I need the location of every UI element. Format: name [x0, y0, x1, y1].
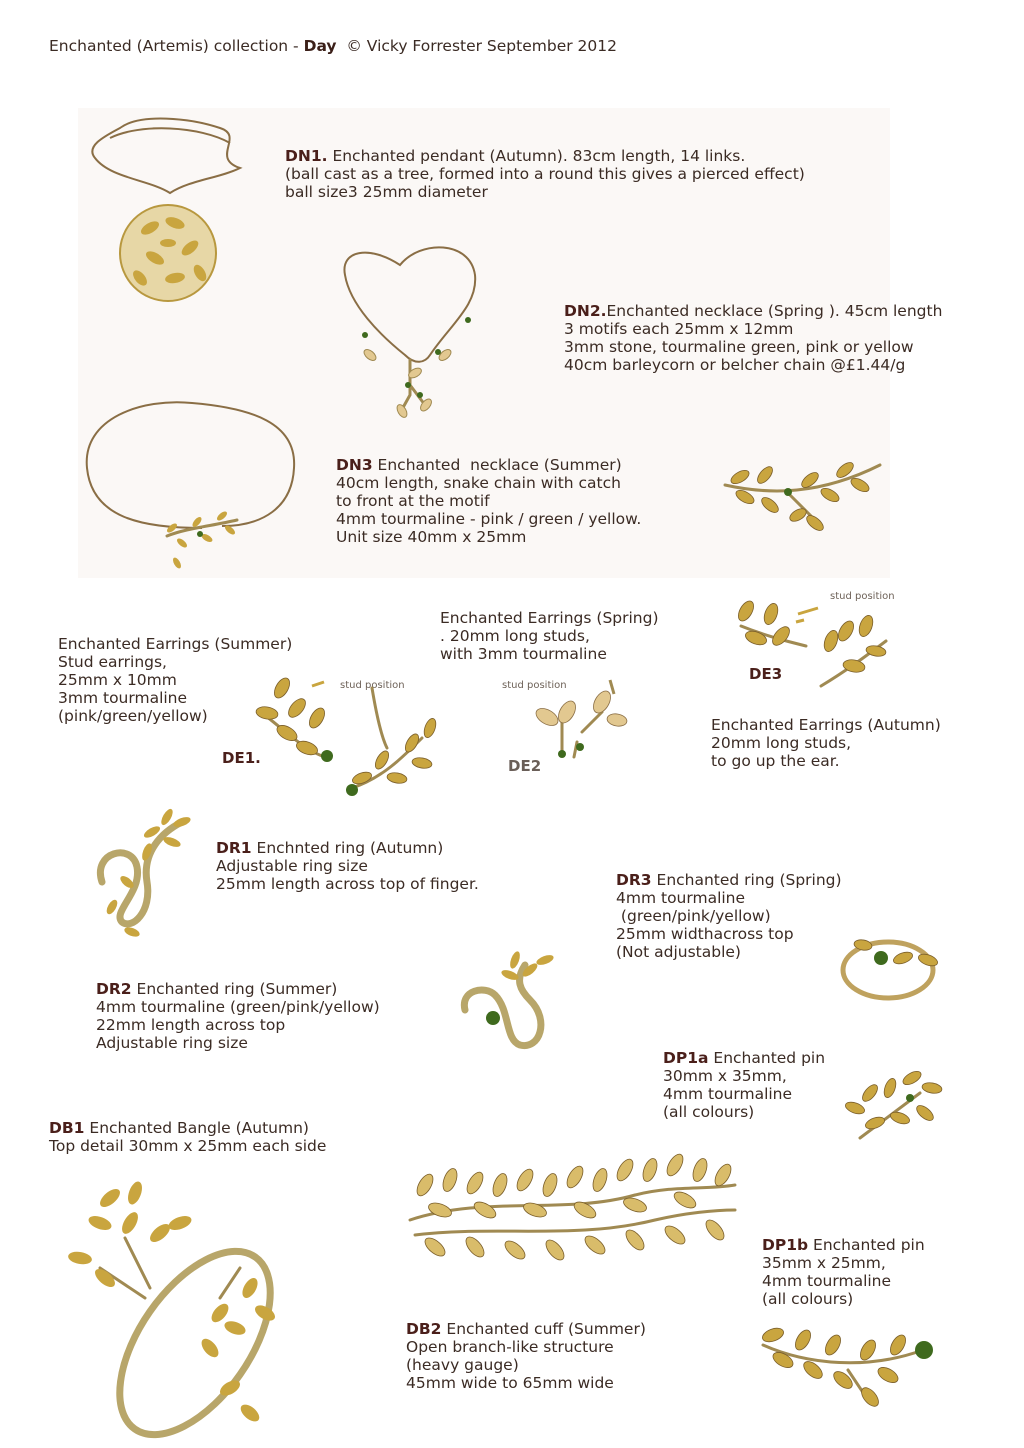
dp1a-pin-illustration: [840, 1068, 950, 1148]
de1-description: Enchanted Earrings (Summer) Stud earrings, 25mm x 10mm 3mm tourmaline (pink/green/yellow): [58, 635, 293, 725]
dp1b-pin-illustration: [758, 1325, 938, 1410]
dp1a-description: DP1a Enchanted pin 30mm x 35mm, 4mm tourmaline (all colours): [663, 1049, 826, 1121]
de2-label: DE2: [508, 757, 542, 775]
db1-description: DB1 Enchanted Bangle (Autumn) Top detail 30mm x 25mm each side: [49, 1119, 327, 1155]
dn2-description: DN2.Enchanted necklace (Spring ). 45cm length 3 motifs each 25mm x 12mm 3mm stone, tourmaline green, pink or yellow 40cm barleycorn or belcher chain @£1.44/g: [564, 302, 943, 374]
dr2-ring-illustration: [455, 950, 565, 1060]
dr1-description: DR1 Enchnted ring (Autumn) Adjustable ring size 25mm length across top of finger.: [216, 839, 479, 893]
dr3-ring-illustration: [833, 930, 963, 1010]
de2-description: Enchanted Earrings (Spring) . 20mm long studs, with 3mm tourmaline: [440, 609, 659, 663]
dr3-description: DR3 Enchanted ring (Spring) 4mm tourmaline (green/pink/yellow) 25mm widthacross top (Not adjustable): [616, 871, 842, 961]
de1-label: DE1.: [222, 749, 261, 767]
de1-earrings-illustration: [252, 668, 442, 803]
dr2-description: DR2 Enchanted ring (Summer) 4mm tourmaline (green/pink/yellow) 22mm length across top Adjustable ring size: [96, 980, 380, 1052]
de2-stud-position-note: stud position: [502, 680, 567, 691]
dn3-motif-illustration: [720, 455, 885, 545]
de3-label: DE3: [749, 665, 783, 683]
dn1-description: DN1. Enchanted pendant (Autumn). 83cm length, 14 links. (ball cast as a tree, formed into a round this gives a pierced effect) ball size3 25mm diameter: [285, 147, 805, 201]
dn3-necklace-illustration: [82, 398, 302, 578]
db2-description: DB2 Enchanted cuff (Summer) Open branch-like structure (heavy gauge) 45mm wide to 65mm wide: [406, 1320, 646, 1392]
db2-cuff-illustration: [405, 1155, 740, 1260]
de3-earrings-illustration: [736, 596, 896, 696]
dn3-description: DN3 Enchanted necklace (Summer) 40cm length, snake chain with catch to front at the motif 4mm tourmaline - pink / green / yellow. Unit size 40mm x 25mm: [336, 456, 642, 546]
de3-description: Enchanted Earrings (Autumn) 20mm long studs, to go up the ear.: [711, 716, 941, 770]
dn1-pendant-illustration: [80, 118, 260, 308]
de2-earrings-illustration: [522, 672, 632, 767]
dr1-ring-illustration: [92, 812, 202, 937]
dn2-necklace-illustration: [340, 245, 490, 425]
page-title: Enchanted (Artemis) collection - Day © Vicky Forrester September 2012: [49, 37, 617, 55]
db1-bangle-illustration: [70, 1178, 300, 1443]
de3-stud-position-note: stud position: [830, 591, 895, 602]
dp1b-description: DP1b Enchanted pin 35mm x 25mm, 4mm tourmaline (all colours): [762, 1236, 925, 1308]
de1-stud-position-note: stud position: [340, 680, 405, 691]
